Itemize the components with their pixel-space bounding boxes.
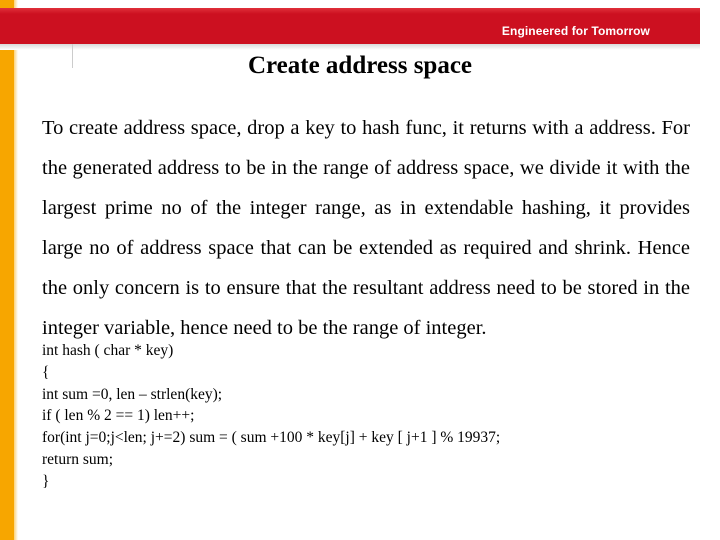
code-line: {: [42, 363, 50, 381]
code-line: int sum =0, len – strlen(key);: [42, 385, 223, 403]
left-accent-band: [0, 0, 14, 540]
code-line: return sum;: [42, 450, 114, 468]
header-tagline: Engineered for Tomorrow: [501, 24, 650, 38]
code-line: }: [42, 472, 50, 490]
code-line: if ( len % 2 == 1) len++;: [42, 407, 195, 425]
code-line: for(int j=0;j<len; j+=2) sum = ( sum +100 * key[j] + key [ j+1 ] % 19937;: [42, 429, 501, 447]
left-accent-fade: [14, 0, 18, 540]
code-block: [42, 340, 692, 493]
header-bar: [0, 8, 700, 44]
body-paragraph: To create address space, drop a key to hash func, it returns with a address. For the generated address to be in the range of address space, we divide it with the largest prime no of the integer range, as in extendable hashing, it provides large no of address space that can be extended as required and shrink. Hence the only concern is to ensure that the resultant address need to be stored in the integer variable, hence need to be the range of integer.: [42, 117, 690, 339]
slide-title: Create address space: [247, 52, 473, 79]
header-shadow: [0, 44, 700, 50]
code-line: int hash ( char * key): [42, 342, 174, 359]
